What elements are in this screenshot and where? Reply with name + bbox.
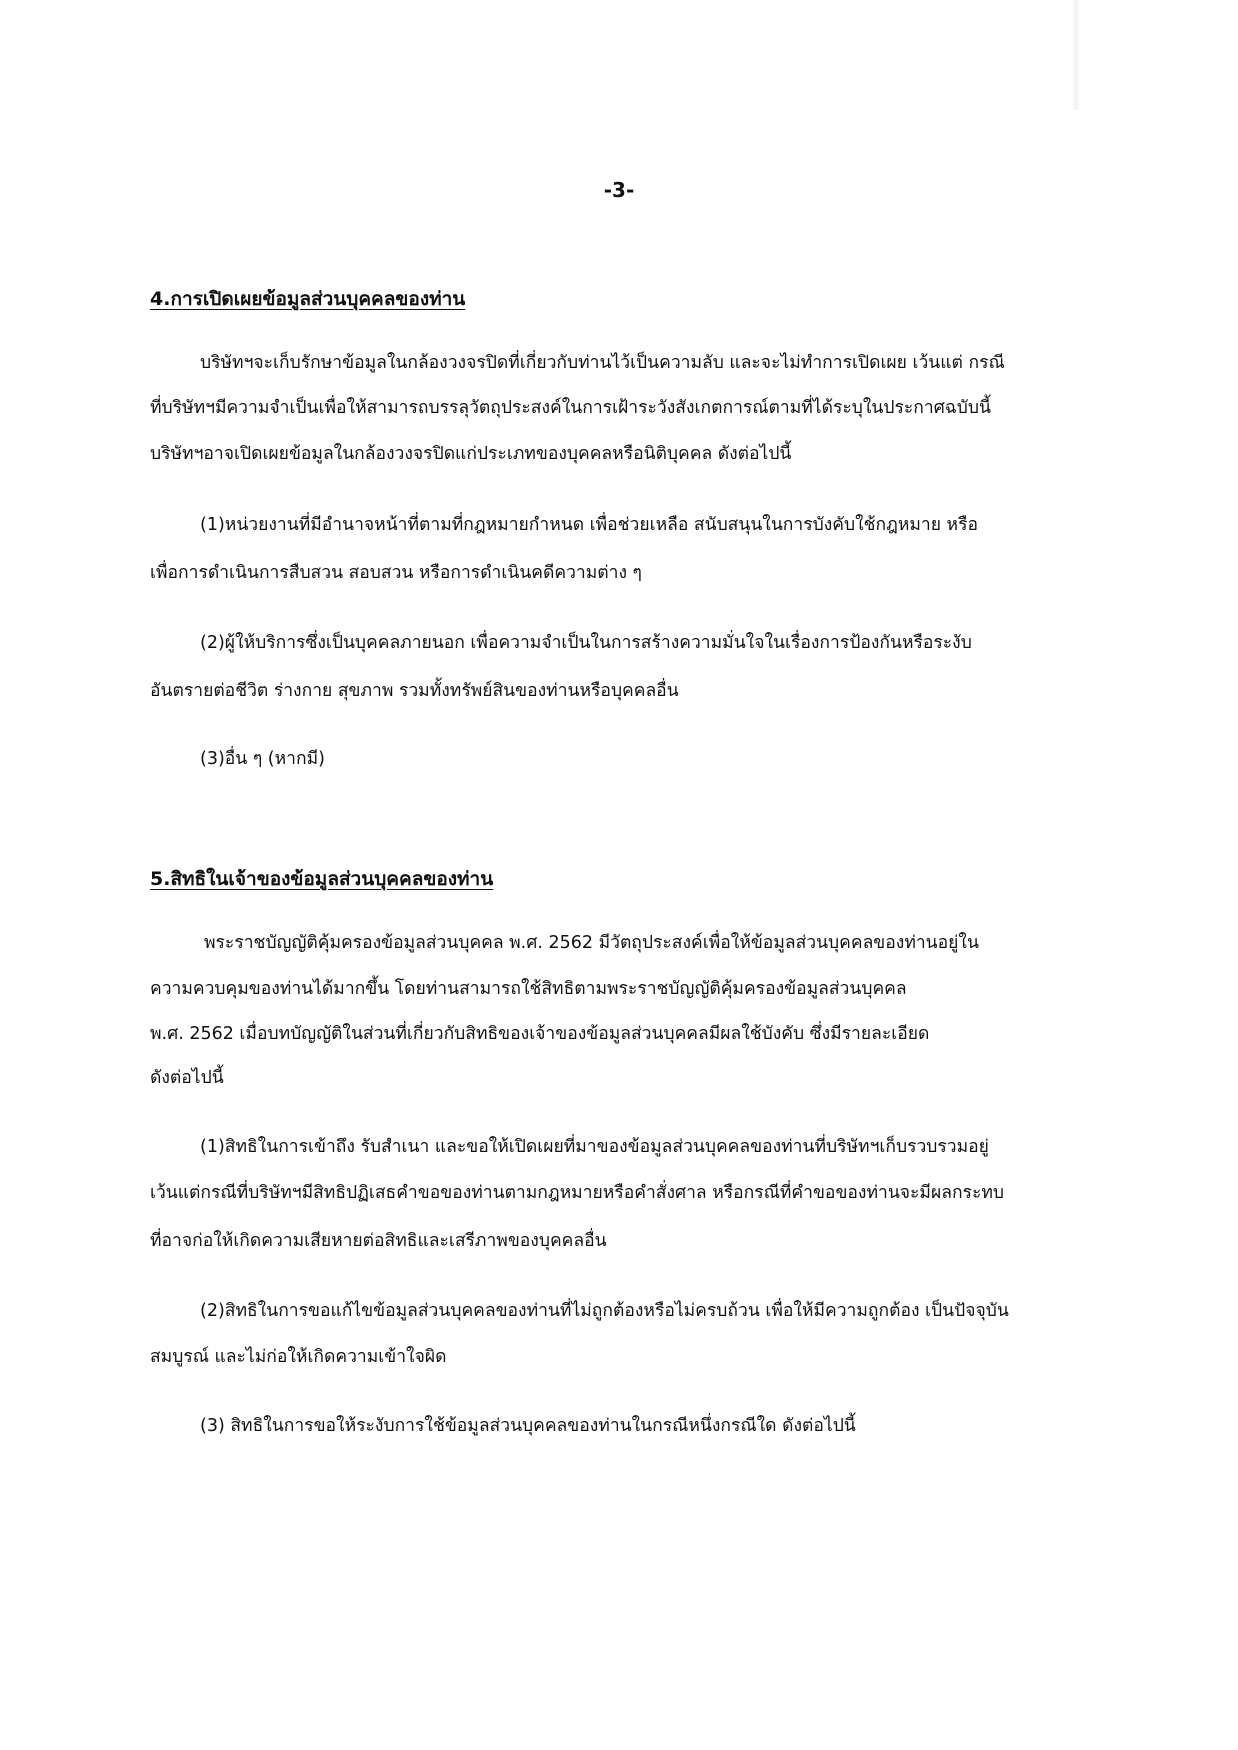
section-5-intro-line: ดังต่อไปนี้ — [150, 1068, 224, 1088]
section-5-intro-line: ความควบคุมของท่านได้มากขึ้น โดยท่านสามารถใช้สิทธิตามพระราชบัญญัติคุ้มครองข้อมูลส่วนบุคคล — [150, 979, 907, 999]
section-4-intro-line: บริษัทฯอาจเปิดเผยข้อมูลในกล้องวงจรปิดแก่ประเภทของบุคคลหรือนิติบุคคล ดังต่อไปนี้ — [150, 444, 792, 464]
section-5-item-1-line: (1)สิทธิในการเข้าถึง รับสำเนา และขอให้เปิดเผยที่มาของข้อมูลส่วนบุคคลของท่านที่บริษัทฯเก็บรวบรวมอยู่ — [200, 1137, 989, 1157]
scan-edge-shadow — [1072, 0, 1080, 110]
section-5-item-3: (3) สิทธิในการขอให้ระงับการใช้ข้อมูลส่วนบุคคลของท่านในกรณีหนึ่งกรณีใด ดังต่อไปนี้ — [200, 1416, 856, 1436]
section-5-intro-line: พระราชบัญญัติคุ้มครองข้อมูลส่วนบุคคล พ.ศ. 2562 มีวัตถุประสงค์เพื่อให้ข้อมูลส่วนบุคคลของท่านอยู่ใน — [204, 933, 979, 953]
page-number: -3- — [603, 178, 635, 202]
section-5-item-2-line: (2)สิทธิในการขอแก้ไขข้อมูลส่วนบุคคลของท่านที่ไม่ถูกต้องหรือไม่ครบถ้วน เพื่อให้มีความถูกต้อง เป็นปัจจุบัน — [200, 1301, 1009, 1321]
section-5-item-2-line: สมบูรณ์ และไม่ก่อให้เกิดความเข้าใจผิด — [150, 1347, 447, 1367]
section-4-intro-line: บริษัทฯจะเก็บรักษาข้อมูลในกล้องวงจรปิดที่เกี่ยวกับท่านไว้เป็นความลับ และจะไม่ทำการเปิดเผย เว้นแต่ กรณี — [200, 353, 1005, 373]
section-4-item-2-line: (2)ผู้ให้บริการซึ่งเป็นบุคคลภายนอก เพื่อความจำเป็นในการสร้างความมั่นใจในเรื่องการป้องกันหรือระงับ — [200, 633, 972, 653]
section-4-item-1-line: เพื่อการดำเนินการสืบสวน สอบสวน หรือการดำเนินคดีความต่าง ๆ — [150, 563, 642, 583]
section-4-intro-line: ที่บริษัทฯมีความจำเป็นเพื่อให้สามารถบรรลุวัตถุประสงค์ในการเฝ้าระวังสังเกตการณ์ตามที่ได้ระบุในประกาศฉบับนี้ — [150, 398, 991, 418]
section-4-item-3: (3)อื่น ๆ (หากมี) — [200, 749, 325, 769]
section-5-intro-line: พ.ศ. 2562 เมื่อบทบัญญัติในส่วนที่เกี่ยวกับสิทธิของเจ้าของข้อมูลส่วนบุคคลมีผลใช้บังคับ ซึ่งมีรายละเอียด — [150, 1024, 930, 1044]
section-4-heading: 4.การเปิดเผยข้อมูลส่วนบุคคลของท่าน — [150, 288, 466, 310]
section-4-item-1-line: (1)หน่วยงานที่มีอำนาจหน้าที่ตามที่กฎหมายกำหนด เพื่อช่วยเหลือ สนับสนุนในการบังคับใช้กฎหมาย หรือ — [200, 515, 979, 535]
section-4-item-2-line: อันตรายต่อชีวิต ร่างกาย สุขภาพ รวมทั้งทรัพย์สินของท่านหรือบุคคลอื่น — [150, 681, 679, 701]
section-5-item-1-line: ที่อาจก่อให้เกิดความเสียหายต่อสิทธิและเสรีภาพของบุคคลอื่น — [150, 1231, 607, 1251]
section-5-heading: 5.สิทธิในเจ้าของข้อมูลส่วนบุคคลของท่าน — [150, 868, 494, 890]
section-5-item-1-line: เว้นแต่กรณีที่บริษัทฯมีสิทธิปฏิเสธคำขอของท่านตามกฎหมายหรือคำสั่งศาล หรือกรณีที่คำขอของท่านจะมีผลกระทบ — [150, 1183, 1004, 1203]
